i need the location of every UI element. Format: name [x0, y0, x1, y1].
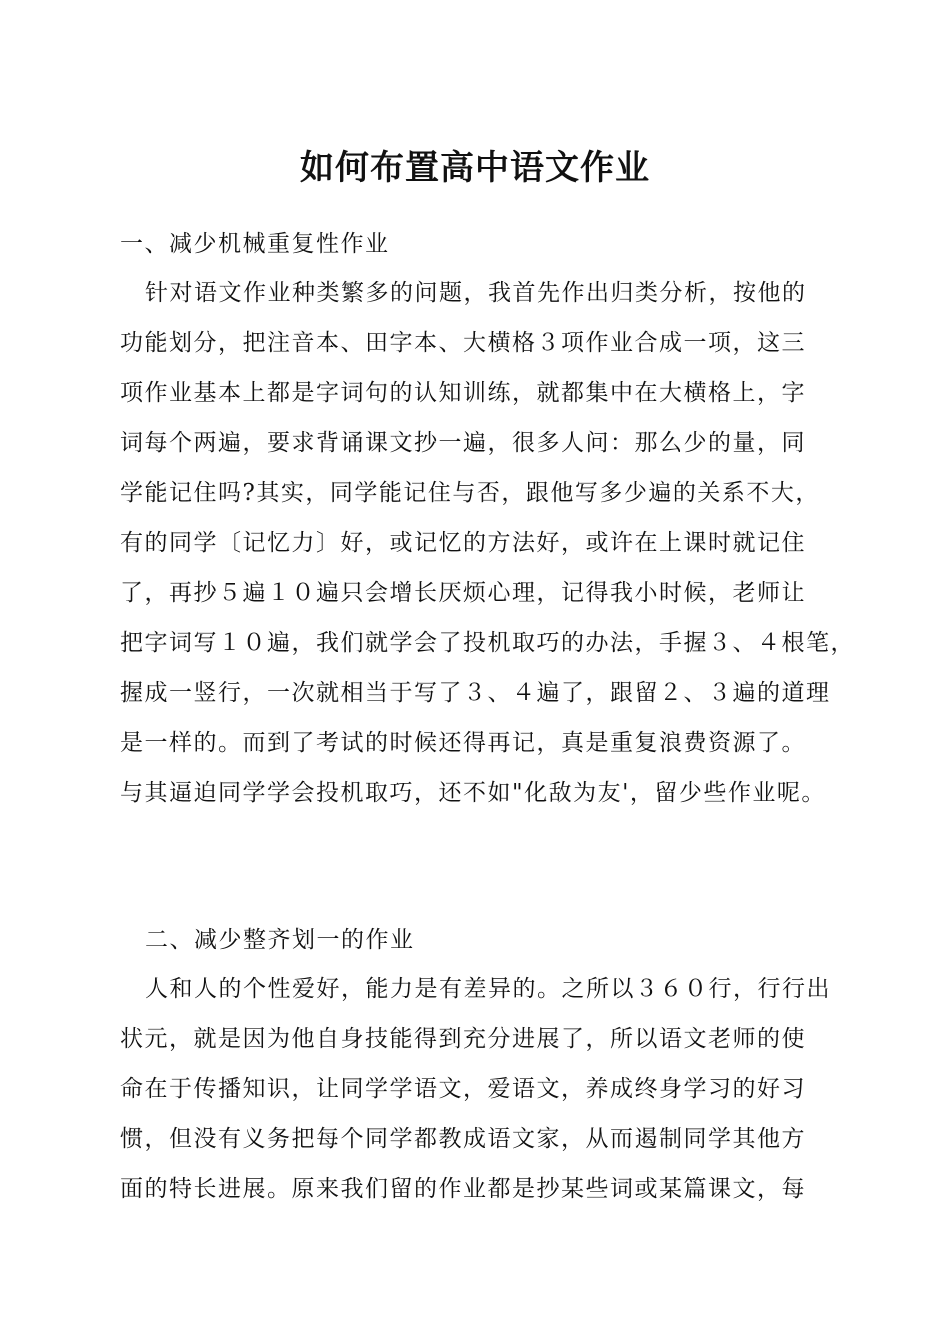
section-1-paragraph [120, 268, 860, 818]
paragraph-line: 与其逼迫同学学会投机取巧，还不如"化敌为友'，留少些作业呢。 [120, 780, 826, 806]
paragraph-line: 词每个两遍，要求背诵课文抄一遍，很多人问：那么少的量，同 [120, 430, 806, 456]
paragraph-line: 状元，就是因为他自身技能得到充分进展了，所以语文老师的使 [120, 1026, 806, 1052]
document-title: 如何布置高中语文作业 [300, 148, 650, 188]
paragraph-line: 命在于传播知识，让同学学语文，爱语文，养成终身学习的好习 [120, 1076, 806, 1102]
section-heading-1: 一、减少机械重复性作业 [120, 231, 390, 257]
paragraph-line: 学能记住吗?其实，同学能记住与否，跟他写多少遍的关系不大， [120, 480, 820, 506]
paragraph-line: 面的特长进展。原来我们留的作业都是抄某些词或某篇课文，每 [120, 1176, 806, 1202]
paragraph-line: 惯，但没有义务把每个同学都教成语文家，从而遏制同学其他方 [120, 1126, 806, 1152]
section-2-paragraph [120, 964, 860, 1214]
paragraph-line: 人和人的个性爱好，能力是有差异的。之所以３６０行，行行出 [145, 976, 831, 1002]
paragraph-line: 握成一竖行，一次就相当于写了３、４遍了，跟留２、３遍的道理 [120, 680, 831, 706]
paragraph-line: 功能划分，把注音本、田字本、大横格３项作业合成一项，这三 [120, 330, 806, 356]
paragraph-line: 有的同学〔记忆力〕好，或记忆的方法好，或许在上课时就记住 [120, 530, 806, 556]
paragraph-line: 了，再抄５遍１０遍只会增长厌烦心理，记得我小时候，老师让 [120, 580, 806, 606]
paragraph-line: 把字词写１０遍，我们就学会了投机取巧的办法，手握３、４根笔， [120, 630, 855, 656]
paragraph-line: 项作业基本上都是字词句的认知训练，就都集中在大横格上，字 [120, 380, 806, 406]
paragraph-line: 是一样的。而到了考试的时候还得再记，真是重复浪费资源了。 [120, 730, 806, 756]
paragraph-line: 针对语文作业种类繁多的问题，我首先作出归类分析，按他的 [145, 280, 807, 306]
section-heading-2: 二、减少整齐划一的作业 [145, 927, 415, 953]
